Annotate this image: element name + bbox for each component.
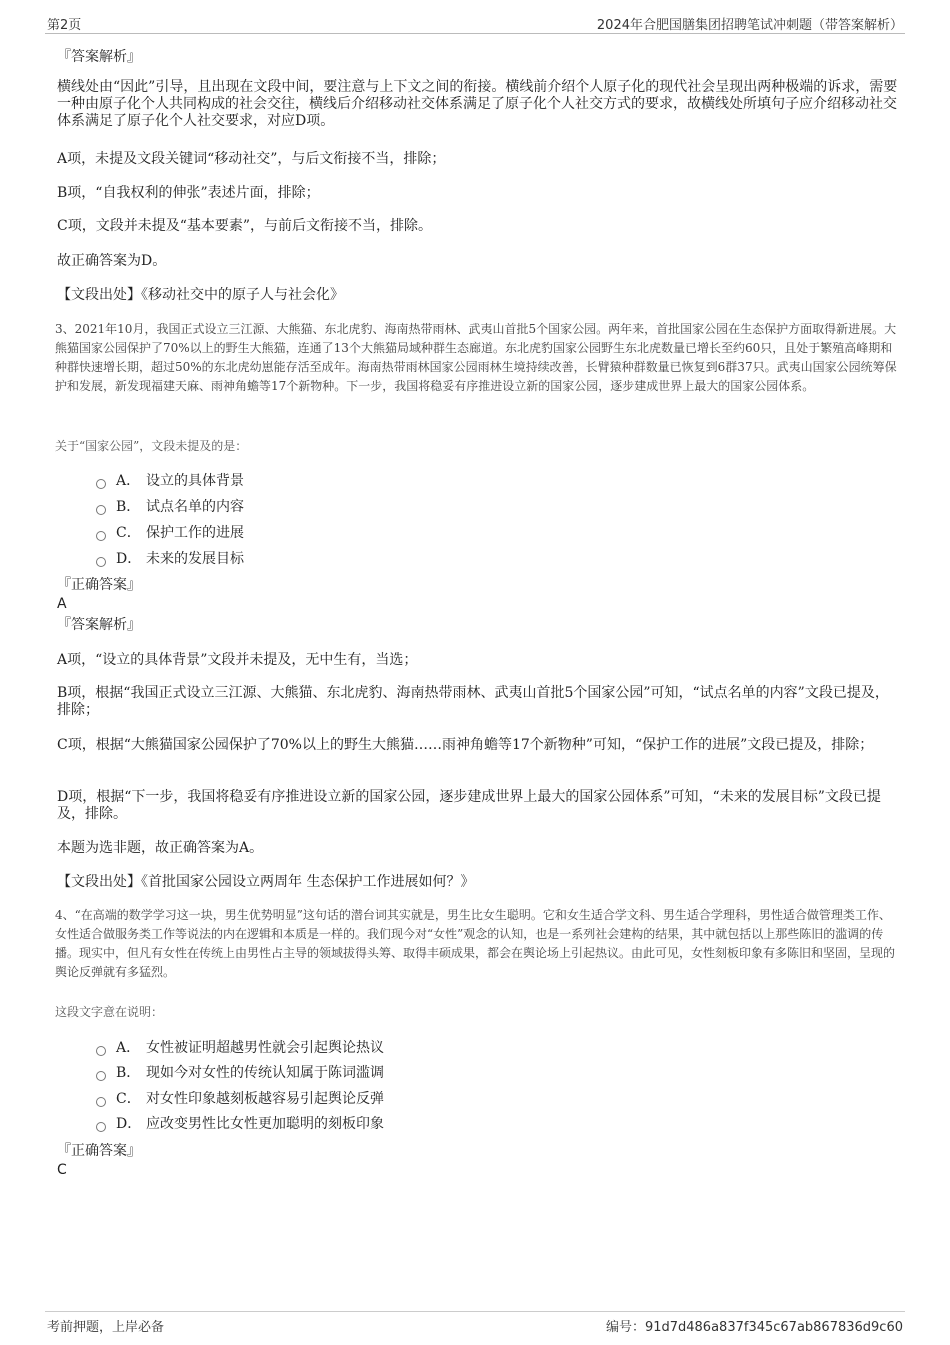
radio-button[interactable] (96, 479, 106, 489)
analysis-line-d: D项，根据“下一步，我国将稳妥有序推进设立新的国家公园，逐步建成世界上最大的国家公园体系”可知，“未来的发展目标”文段已提及，排除。 (57, 789, 881, 822)
radio-button[interactable] (96, 505, 106, 515)
question-stem: 关于“国家公园”，文段未提及的是： (55, 439, 248, 453)
analysis-label: 『答案解析』 (57, 49, 141, 65)
analysis-text: 横线处由“因此”引导，且出现在文段中间，要注意与上下文之间的衔接。横线前介绍个人原子化的现代社会呈现出两种极端的诉求，需要一种由原子化个人共同构成的社会交往，横线后介绍移动社交体系满足了原子化个人社交方式的要求，故横线处所填句子应介绍移动社交体系满足了原子化个人社交要求，对应D项。 (57, 79, 898, 129)
option-text: 现如今对女性的传统认知属于陈词滥调 (146, 1065, 384, 1081)
option-letter: C． (116, 525, 141, 541)
analysis-label: 『答案解析』 (57, 617, 141, 633)
radio-button[interactable] (96, 1046, 106, 1056)
analysis-line-b: B项，“自我权利的伸张”表述片面，排除； (57, 185, 320, 201)
option-letter: B． (116, 1065, 141, 1081)
option-text: 女性被证明超越男性就会引起舆论热议 (146, 1040, 384, 1056)
analysis-conclusion: 本题为选非题，故正确答案为A。 (57, 840, 264, 856)
option-d[interactable] (96, 1114, 384, 1132)
option-c[interactable] (96, 523, 244, 541)
option-letter: B． (116, 499, 141, 515)
answer-label: 『正确答案』 (57, 1143, 141, 1159)
answer-label: 『正确答案』 (57, 577, 141, 593)
source-citation: 【文段出处】《移动社交中的原子人与社会化》 (57, 287, 344, 303)
option-a[interactable] (96, 471, 244, 489)
option-letter: D． (116, 551, 142, 567)
footer-slogan: 考前押题，上岸必备 (47, 1320, 165, 1335)
analysis-line-a: A项，未提及文段关键词“移动社交”，与后文衔接不当，排除； (57, 151, 446, 167)
option-text: 保护工作的进展 (146, 525, 244, 541)
analysis-conclusion: 故正确答案为D。 (57, 253, 167, 269)
radio-button[interactable] (96, 531, 106, 541)
question-passage: 3、2021年10月，我国正式设立三江源、大熊猫、东北虎豹、海南热带雨林、武夷山首批5个国家公园。两年来，首批国家公园在生态保护方面取得新进展。大熊猫国家公园保护了70%以上的野生大熊猫，连通了13个大熊猫局域种群生态廊道。东北虎豹国家公园野生东北虎数量已增长至约60只，且处于繁殖高峰期和种群快速增长期，超过50%的东北虎幼崽能存活至成年。海南热带雨林国家公园雨林生境持续改善，长臂猿种群数量已恢复到6群37只。武夷山国家公园统筹保护和发展，新发现福建天麻、雨神角蟾等17个新物种。下一步，我国将稳妥有序推进设立新的国家公园，逐步建成世界上最大的国家公园体系。 (55, 322, 897, 393)
option-b[interactable] (96, 1063, 384, 1081)
radio-button[interactable] (96, 1071, 106, 1081)
source-citation: 【文段出处】《首批国家公园设立两周年 生态保护工作进展如何？》 (57, 874, 475, 890)
option-text: 对女性印象越刻板越容易引起舆论反弹 (146, 1091, 384, 1107)
analysis-line-c: C项，文段并未提及“基本要素”，与前后文衔接不当，排除。 (57, 218, 433, 234)
page-number: 第2页 (47, 18, 82, 33)
option-d[interactable] (96, 549, 244, 567)
analysis-line-b: B项，根据“我国正式设立三江源、大熊猫、东北虎豹、海南热带雨林、武夷山首批5个国家公园”可知，“试点名单的内容”文段已提及，排除； (57, 685, 889, 718)
option-b[interactable] (96, 497, 244, 515)
question-stem: 这段文字意在说明： (55, 1005, 164, 1019)
radio-button[interactable] (96, 1122, 106, 1132)
document-title: 2024年合肥国膳集团招聘笔试冲刺题（带答案解析） (596, 18, 903, 33)
analysis-line-a: A项，“设立的具体背景”文段并未提及，无中生有，当选； (57, 652, 418, 668)
correct-answer: A (57, 596, 67, 612)
question-passage: 4、“在高端的数学学习这一块，男生优势明显”这句话的潜台词其实就是，男生比女生聪明。它和女生适合学文科、男生适合学理科，男性适合做管理类工作、女性适合做服务类工作等说法的内在逻辑和本质是一样的。我们现今对“女性”观念的认知，也是一系列社会建构的结果，其中就包括以上那些陈旧的滥调的传播。现实中，但凡有女性在传统上由男性占主导的领域拔得头筹、取得丰硕成果，都会在舆论场上引起热议。由此可见，女性刻板印象有多陈旧和坚固，呈现的舆论反弹就有多猛烈。 (55, 908, 896, 979)
option-text: 未来的发展目标 (146, 551, 244, 567)
option-letter: A． (116, 1040, 141, 1056)
correct-answer: C (57, 1162, 67, 1178)
document-id: 编号：91d7d486a837f345c67ab867836d9c60 (605, 1320, 903, 1335)
option-letter: C． (116, 1091, 141, 1107)
page-footer (45, 1311, 905, 1338)
option-letter: D． (116, 1116, 142, 1132)
option-c[interactable] (96, 1089, 384, 1107)
option-text: 应改变男性比女性更加聪明的刻板印象 (146, 1116, 384, 1132)
option-text: 试点名单的内容 (146, 499, 244, 515)
page-header (45, 14, 905, 34)
radio-button[interactable] (96, 1097, 106, 1107)
option-a[interactable] (96, 1038, 384, 1056)
option-text: 设立的具体背景 (146, 473, 244, 489)
radio-button[interactable] (96, 557, 106, 567)
option-letter: A． (116, 473, 141, 489)
analysis-line-c: C项，根据“大熊猫国家公园保护了70%以上的野生大熊猫……雨神角蟾等17个新物种”可知，“保护工作的进展”文段已提及，排除； (57, 737, 874, 753)
